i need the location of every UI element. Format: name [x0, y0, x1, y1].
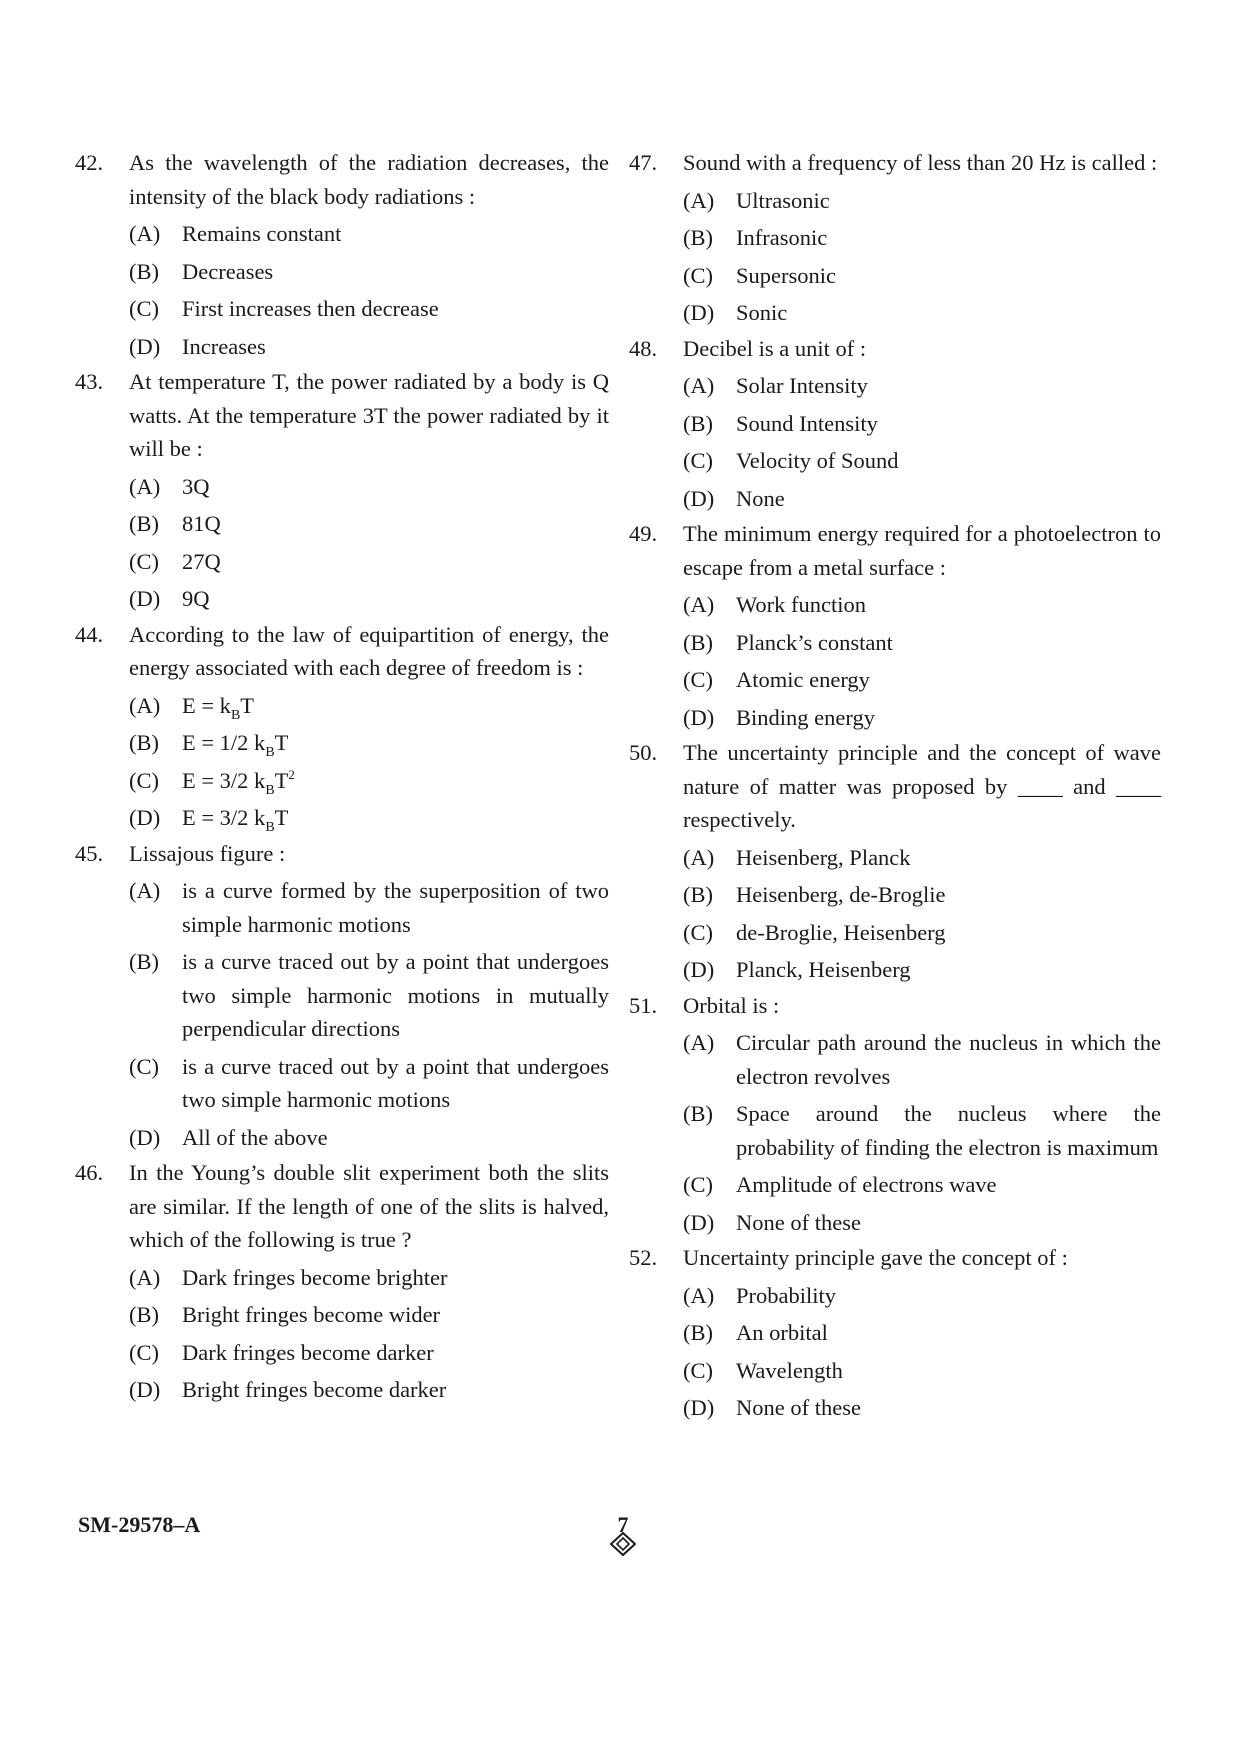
- option-text: None of these: [736, 1209, 861, 1235]
- option-item: [75, 507, 609, 541]
- diamond-icon: [609, 1532, 637, 1556]
- question-number: 43.: [75, 369, 104, 394]
- option-item: [75, 1336, 609, 1370]
- option-label: (C): [683, 262, 713, 288]
- option-item: [75, 874, 609, 941]
- question-block: [75, 618, 609, 837]
- option-label: (A): [683, 844, 715, 870]
- question-block: [629, 332, 1161, 518]
- question-number: 44.: [75, 621, 104, 647]
- formula-superscript: 2: [288, 766, 295, 782]
- option-item: [629, 1316, 1161, 1350]
- option-item: [75, 470, 609, 504]
- formula-variable: T: [240, 692, 255, 718]
- option-label: (A): [129, 221, 161, 246]
- option-label: (A): [129, 692, 161, 718]
- option-text: An orbital: [736, 1320, 828, 1345]
- question-text: According to the law of equipartition of energy, the energy associated with each degree of freedom is :: [129, 621, 609, 680]
- question-number: 47.: [629, 150, 658, 175]
- option-label: (D): [683, 957, 715, 982]
- option-item: [629, 1168, 1161, 1202]
- option-label: (A): [683, 1282, 715, 1308]
- option-label: (B): [683, 1101, 713, 1126]
- option-item: [629, 444, 1161, 478]
- option-label: (C): [129, 548, 159, 574]
- option-label: (B): [683, 882, 713, 907]
- option-item: [75, 545, 609, 579]
- question-block: [629, 736, 1161, 989]
- formula-subscript: B: [230, 707, 241, 723]
- option-label: (D): [129, 586, 161, 611]
- option-text: Bright fringes become wider: [182, 1302, 441, 1327]
- option-text: de-Broglie, Heisenberg: [736, 919, 946, 945]
- option-text: Increases: [182, 333, 266, 359]
- question-text: Uncertainty principle gave the concept of :: [683, 1245, 1068, 1270]
- question-block: [75, 146, 609, 365]
- option-label: (C): [129, 1339, 159, 1365]
- option-item: [629, 663, 1161, 697]
- option-label: (C): [683, 667, 713, 692]
- question-row: [75, 146, 609, 213]
- option-label: (B): [129, 1302, 159, 1327]
- option-text: Atomic energy: [736, 667, 870, 692]
- option-item: [629, 407, 1161, 441]
- option-item: [629, 1279, 1161, 1313]
- option-label: (B): [129, 511, 159, 536]
- question-number: 45.: [75, 840, 104, 866]
- option-item: [75, 945, 609, 1046]
- option-text: Bright fringes become darker: [182, 1377, 447, 1402]
- formula-variable: T: [274, 730, 289, 755]
- option-label: (D): [683, 704, 715, 730]
- paper-code: SM-29578–A: [78, 1512, 201, 1537]
- option-label: (C): [683, 1172, 713, 1197]
- option-text: [182, 726, 609, 760]
- question-block: [629, 517, 1161, 736]
- option-label: (B): [129, 730, 159, 755]
- option-text: 9Q: [182, 586, 210, 611]
- option-text: Infrasonic: [736, 225, 828, 250]
- option-item: [629, 296, 1161, 330]
- formula-subscript: B: [265, 820, 275, 835]
- option-label: (A): [129, 878, 161, 903]
- formula-main: E = 1/2 k: [182, 730, 266, 755]
- option-label: (D): [129, 805, 161, 830]
- option-label: (C): [129, 767, 159, 793]
- option-label: (A): [683, 1030, 715, 1055]
- question-row: [629, 1241, 1161, 1275]
- option-label: (B): [129, 949, 159, 974]
- option-text: [182, 689, 609, 723]
- option-text: Sonic: [736, 300, 788, 325]
- option-label: (B): [683, 410, 713, 436]
- formula-main: E = 3/2 k: [182, 805, 266, 830]
- question-text: At temperature T, the power radiated by a body is Q watts. At the temperature 3T the power radiated by it will be :: [129, 369, 609, 461]
- option-text: Binding energy: [736, 704, 875, 730]
- question-text: Sound with a frequency of less than 20 Hz is called :: [683, 150, 1158, 175]
- question-block: [629, 1241, 1161, 1427]
- option-text: Planck’s constant: [736, 629, 893, 655]
- question-text: The uncertainty principle and the concept of wave nature of matter was proposed by ____ and ____ respectively.: [683, 740, 1161, 832]
- option-item: [629, 878, 1161, 912]
- question-row: [629, 989, 1161, 1023]
- formula-subscript: B: [265, 782, 275, 798]
- option-text: None of these: [736, 1395, 861, 1420]
- option-item: [629, 221, 1161, 255]
- option-text: 27Q: [182, 548, 221, 574]
- option-text: Dark fringes become darker: [182, 1339, 434, 1365]
- option-item: [75, 1050, 609, 1117]
- option-text: Space around the nucleus where the probability of finding the electron is maximum: [736, 1101, 1161, 1160]
- option-item: [629, 588, 1161, 622]
- formula-main: E = k: [182, 692, 231, 718]
- option-label: (C): [129, 1053, 159, 1079]
- option-label: (C): [683, 448, 713, 473]
- option-item: [75, 1298, 609, 1332]
- option-text: Sound Intensity: [736, 410, 878, 436]
- option-text: [182, 764, 609, 798]
- question-text: Orbital is :: [683, 992, 780, 1018]
- question-row: [629, 736, 1161, 837]
- option-label: (A): [129, 1264, 161, 1290]
- option-item: [629, 184, 1161, 218]
- option-text: Circular path around the nucleus in which the electron revolves: [736, 1030, 1161, 1089]
- option-item: [629, 916, 1161, 950]
- question-number: 46.: [75, 1160, 104, 1185]
- question-block: [75, 1156, 609, 1409]
- option-text: Ultrasonic: [736, 187, 830, 213]
- option-item: [75, 764, 609, 798]
- option-text: Decreases: [182, 258, 274, 284]
- option-label: (A): [129, 473, 161, 499]
- option-text: First increases then decrease: [182, 296, 439, 321]
- page-number: 7: [617, 1512, 629, 1537]
- option-text: Probability: [736, 1282, 836, 1308]
- question-number: 42.: [75, 150, 104, 175]
- option-text: 81Q: [182, 511, 221, 536]
- option-item: [75, 330, 609, 364]
- option-item: [75, 726, 609, 760]
- option-text: Heisenberg, Planck: [736, 844, 911, 870]
- option-label: (C): [683, 919, 713, 945]
- option-item: [629, 482, 1161, 516]
- option-label: (D): [683, 1209, 715, 1235]
- option-label: (C): [683, 1357, 713, 1383]
- formula-variable: T: [274, 805, 289, 830]
- question-block: [75, 365, 609, 618]
- option-text: is a curve formed by the superposition of two simple harmonic motions: [182, 878, 609, 937]
- option-label: (B): [683, 1320, 713, 1345]
- option-item: [629, 1097, 1161, 1164]
- question-block: [629, 989, 1161, 1242]
- option-item: [75, 582, 609, 616]
- question-text: As the wavelength of the radiation decreases, the intensity of the black body radiations :: [129, 150, 609, 209]
- option-label: (B): [129, 258, 159, 284]
- option-item: [629, 259, 1161, 293]
- left-column: [75, 146, 609, 1409]
- question-text: The minimum energy required for a photoelectron to escape from a metal surface :: [683, 521, 1161, 580]
- option-item: [629, 369, 1161, 403]
- question-row: [629, 517, 1161, 584]
- question-number: 51.: [629, 992, 658, 1018]
- option-label: (A): [683, 592, 715, 617]
- option-label: (B): [683, 629, 713, 655]
- formula-variable: T: [274, 767, 289, 793]
- option-item: [75, 217, 609, 251]
- question-row: [75, 1156, 609, 1257]
- option-text: 3Q: [182, 473, 210, 499]
- option-text: Supersonic: [736, 262, 836, 288]
- question-number: 52.: [629, 1245, 658, 1270]
- question-row: [629, 146, 1161, 180]
- formula-main: E = 3/2 k: [182, 767, 266, 793]
- option-text: Work function: [736, 592, 867, 617]
- question-number: 48.: [629, 335, 658, 361]
- question-row: [629, 332, 1161, 366]
- option-item: [629, 953, 1161, 987]
- question-text: In the Young’s double slit experiment both the slits are similar. If the length of one of the slits is halved, which of the following is true ?: [129, 1160, 609, 1252]
- option-text: Solar Intensity: [736, 373, 868, 398]
- option-item: [75, 689, 609, 723]
- option-item: [629, 1026, 1161, 1093]
- option-text: Heisenberg, de-Broglie: [736, 882, 946, 907]
- option-text: [182, 801, 609, 835]
- option-label: (D): [683, 300, 715, 325]
- option-item: [629, 1206, 1161, 1240]
- question-block: [75, 837, 609, 1157]
- option-text: Velocity of Sound: [736, 448, 899, 473]
- option-text: Remains constant: [182, 221, 342, 246]
- option-label: (C): [129, 296, 159, 321]
- question-text: Lissajous figure :: [129, 840, 286, 866]
- option-item: [629, 841, 1161, 875]
- question-number: 49.: [629, 521, 658, 546]
- option-label: (D): [129, 1124, 161, 1150]
- option-text: None: [736, 485, 785, 511]
- option-label: (D): [129, 1377, 161, 1402]
- option-text: Dark fringes become brighter: [182, 1264, 448, 1290]
- option-text: is a curve traced out by a point that undergoes two simple harmonic motions in mutually perpendicular directions: [182, 949, 609, 1041]
- option-label: (D): [683, 1395, 715, 1420]
- option-label: (D): [683, 485, 715, 511]
- option-label: (A): [683, 373, 715, 398]
- question-row: [75, 618, 609, 685]
- option-text: All of the above: [182, 1124, 328, 1150]
- option-item: [75, 1373, 609, 1407]
- option-text: is a curve traced out by a point that undergoes two simple harmonic motions: [182, 1053, 609, 1112]
- option-item: [75, 801, 609, 835]
- option-item: [629, 1354, 1161, 1388]
- option-text: Amplitude of electrons wave: [736, 1172, 997, 1197]
- option-item: [629, 701, 1161, 735]
- option-item: [629, 1391, 1161, 1425]
- option-text: Wavelength: [736, 1357, 843, 1383]
- formula-subscript: B: [265, 745, 275, 760]
- option-item: [629, 626, 1161, 660]
- option-label: (B): [683, 225, 713, 250]
- question-row: [75, 365, 609, 466]
- option-text: Planck, Heisenberg: [736, 957, 911, 982]
- option-item: [75, 292, 609, 326]
- right-column: [629, 146, 1161, 1427]
- option-label: (D): [129, 333, 161, 359]
- question-number: 50.: [629, 740, 658, 765]
- option-label: (A): [683, 187, 715, 213]
- option-item: [75, 1261, 609, 1295]
- question-block: [629, 146, 1161, 332]
- option-item: [75, 1121, 609, 1155]
- option-item: [75, 255, 609, 289]
- question-row: [75, 837, 609, 871]
- question-text: Decibel is a unit of :: [683, 335, 867, 361]
